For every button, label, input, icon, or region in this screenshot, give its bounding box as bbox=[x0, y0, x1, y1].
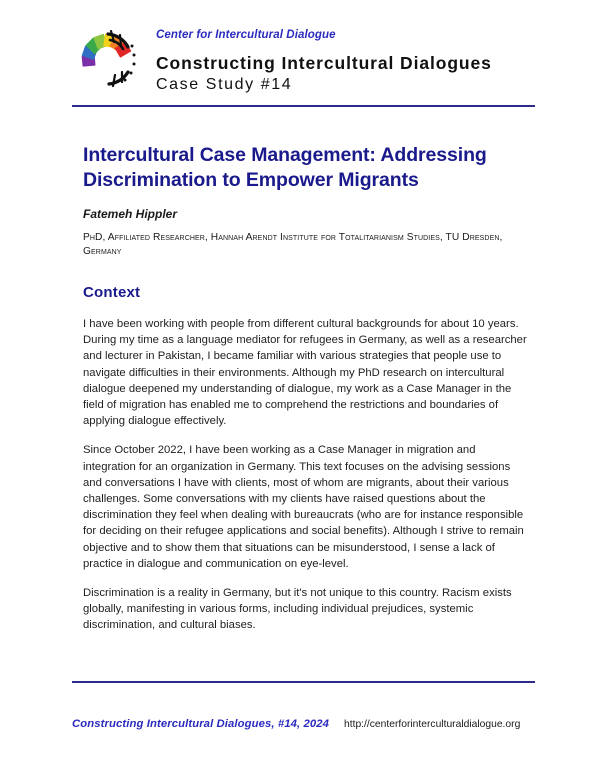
page-footer bbox=[72, 718, 535, 736]
paragraph: Since October 2022, I have been working as a Case Manager in migration and integration for an organization in Germany. This text focuses on the advising sessions and conversations I have with clients, most of whom are migrants, about their various challenges. Some conversations with my clients have raised questions about the discrimination they feel when dealing with bureaucrats (who are for instance responsible for deciding on their refugee applications and social benefits). Although I strive to remain objective and to show them that situations can be misunderstood, I sense a lack of practice in dialogue and communication on eye-level. bbox=[83, 444, 524, 570]
section-heading-context: Context bbox=[83, 284, 141, 301]
author-name: Fatemeh Hippler bbox=[83, 207, 178, 221]
author-affiliation: PhD, Affiliated Researcher, Hannah Arendt Institute for Totalitarianism Studies, TU Dresden, Germany bbox=[83, 232, 503, 257]
paragraph: Discrimination is a reality in Germany, but it's not unique to this country. Racism exists globally, manifesting in various forms, including individual prejudices, systemic discrimination, and cultural biases. bbox=[83, 587, 512, 632]
header-text-block bbox=[156, 24, 536, 94]
cid-logo-icon bbox=[76, 27, 138, 89]
case-study-number: Case Study #14 bbox=[156, 76, 293, 93]
header-divider bbox=[72, 105, 535, 107]
paragraph: I have been working with people from different cultural backgrounds for about 10 years. During my time as a language mediator for refugees in Germany, as well as a researcher and lecturer in Pakistan, I became familiar with various strategies that people use to navigate difficulties in their environments. Although my PhD research on intercultural dialogue deepened my understanding of dialogue, my work as a Case Manager in the field of migration has enabled me to comprehend the restrictions and boundaries of applying dialogue effectively. bbox=[83, 318, 527, 428]
organization-name: Center for Intercultural Dialogue bbox=[156, 29, 336, 41]
footer-url[interactable]: http://centerforinterculturaldialogue.org bbox=[344, 719, 521, 730]
series-title: Constructing Intercultural Dialogues bbox=[156, 53, 492, 73]
page-title: Intercultural Case Management: Addressing Discrimination to Empower Migrants bbox=[83, 144, 487, 191]
page-header bbox=[72, 24, 535, 96]
footer-divider bbox=[72, 681, 535, 683]
footer-citation: Constructing Intercultural Dialogues, #14, 2024 bbox=[72, 718, 330, 730]
document-body bbox=[83, 143, 530, 634]
